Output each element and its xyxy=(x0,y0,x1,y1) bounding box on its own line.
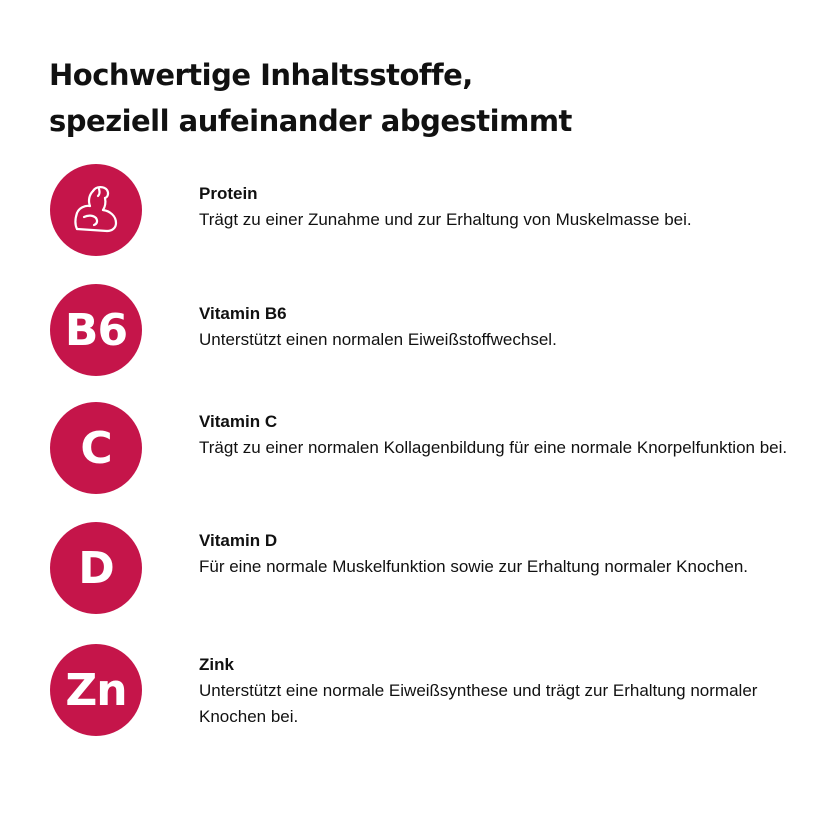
page-title-line-2: speziell aufeinander abgestimmt xyxy=(49,104,572,138)
ingredient-description: Unterstützt eine normale Eiweißsynthese und trägt zur Erhaltung normaler Knochen bei. xyxy=(199,681,758,726)
ingredient-title: Zink xyxy=(199,655,234,674)
ingredient-title: Vitamin D xyxy=(199,531,278,550)
ingredient-vitamin-d xyxy=(50,522,810,622)
ingredient-title: Protein xyxy=(199,184,258,203)
ingredient-description: Für eine normale Muskelfunktion sowie zur Erhaltung normaler Knochen. xyxy=(199,557,748,576)
ingredient-text xyxy=(199,301,799,353)
ingredient-title: Vitamin C xyxy=(199,412,278,431)
ingredient-text xyxy=(199,409,799,461)
ingredient-description: Trägt zu einer normalen Kollagenbildung für eine normale Knorpelfunktion bei. xyxy=(199,438,788,457)
page-title xyxy=(49,52,809,144)
zink-badge: Zn xyxy=(50,644,142,736)
ingredient-text xyxy=(199,528,799,580)
ingredient-text xyxy=(199,652,799,730)
ingredient-vitamin-c xyxy=(50,402,810,502)
ingredient-text xyxy=(199,181,799,233)
vitamin-b6-badge: B6 xyxy=(50,284,142,376)
ingredient-vitamin-b6 xyxy=(50,284,810,384)
ingredient-description: Unterstützt einen normalen Eiweißstoffwechsel. xyxy=(199,330,557,349)
ingredient-zink xyxy=(50,644,810,744)
ingredient-protein xyxy=(50,164,810,264)
vitamin-d-badge: D xyxy=(50,522,142,614)
ingredient-description: Trägt zu einer Zunahme und zur Erhaltung von Muskelmasse bei. xyxy=(199,210,692,229)
page-title-line-1: Hochwertige Inhaltsstoffe, xyxy=(49,58,473,92)
flexed-arm-icon xyxy=(50,164,142,256)
ingredient-title: Vitamin B6 xyxy=(199,304,287,323)
vitamin-c-badge: C xyxy=(50,402,142,494)
